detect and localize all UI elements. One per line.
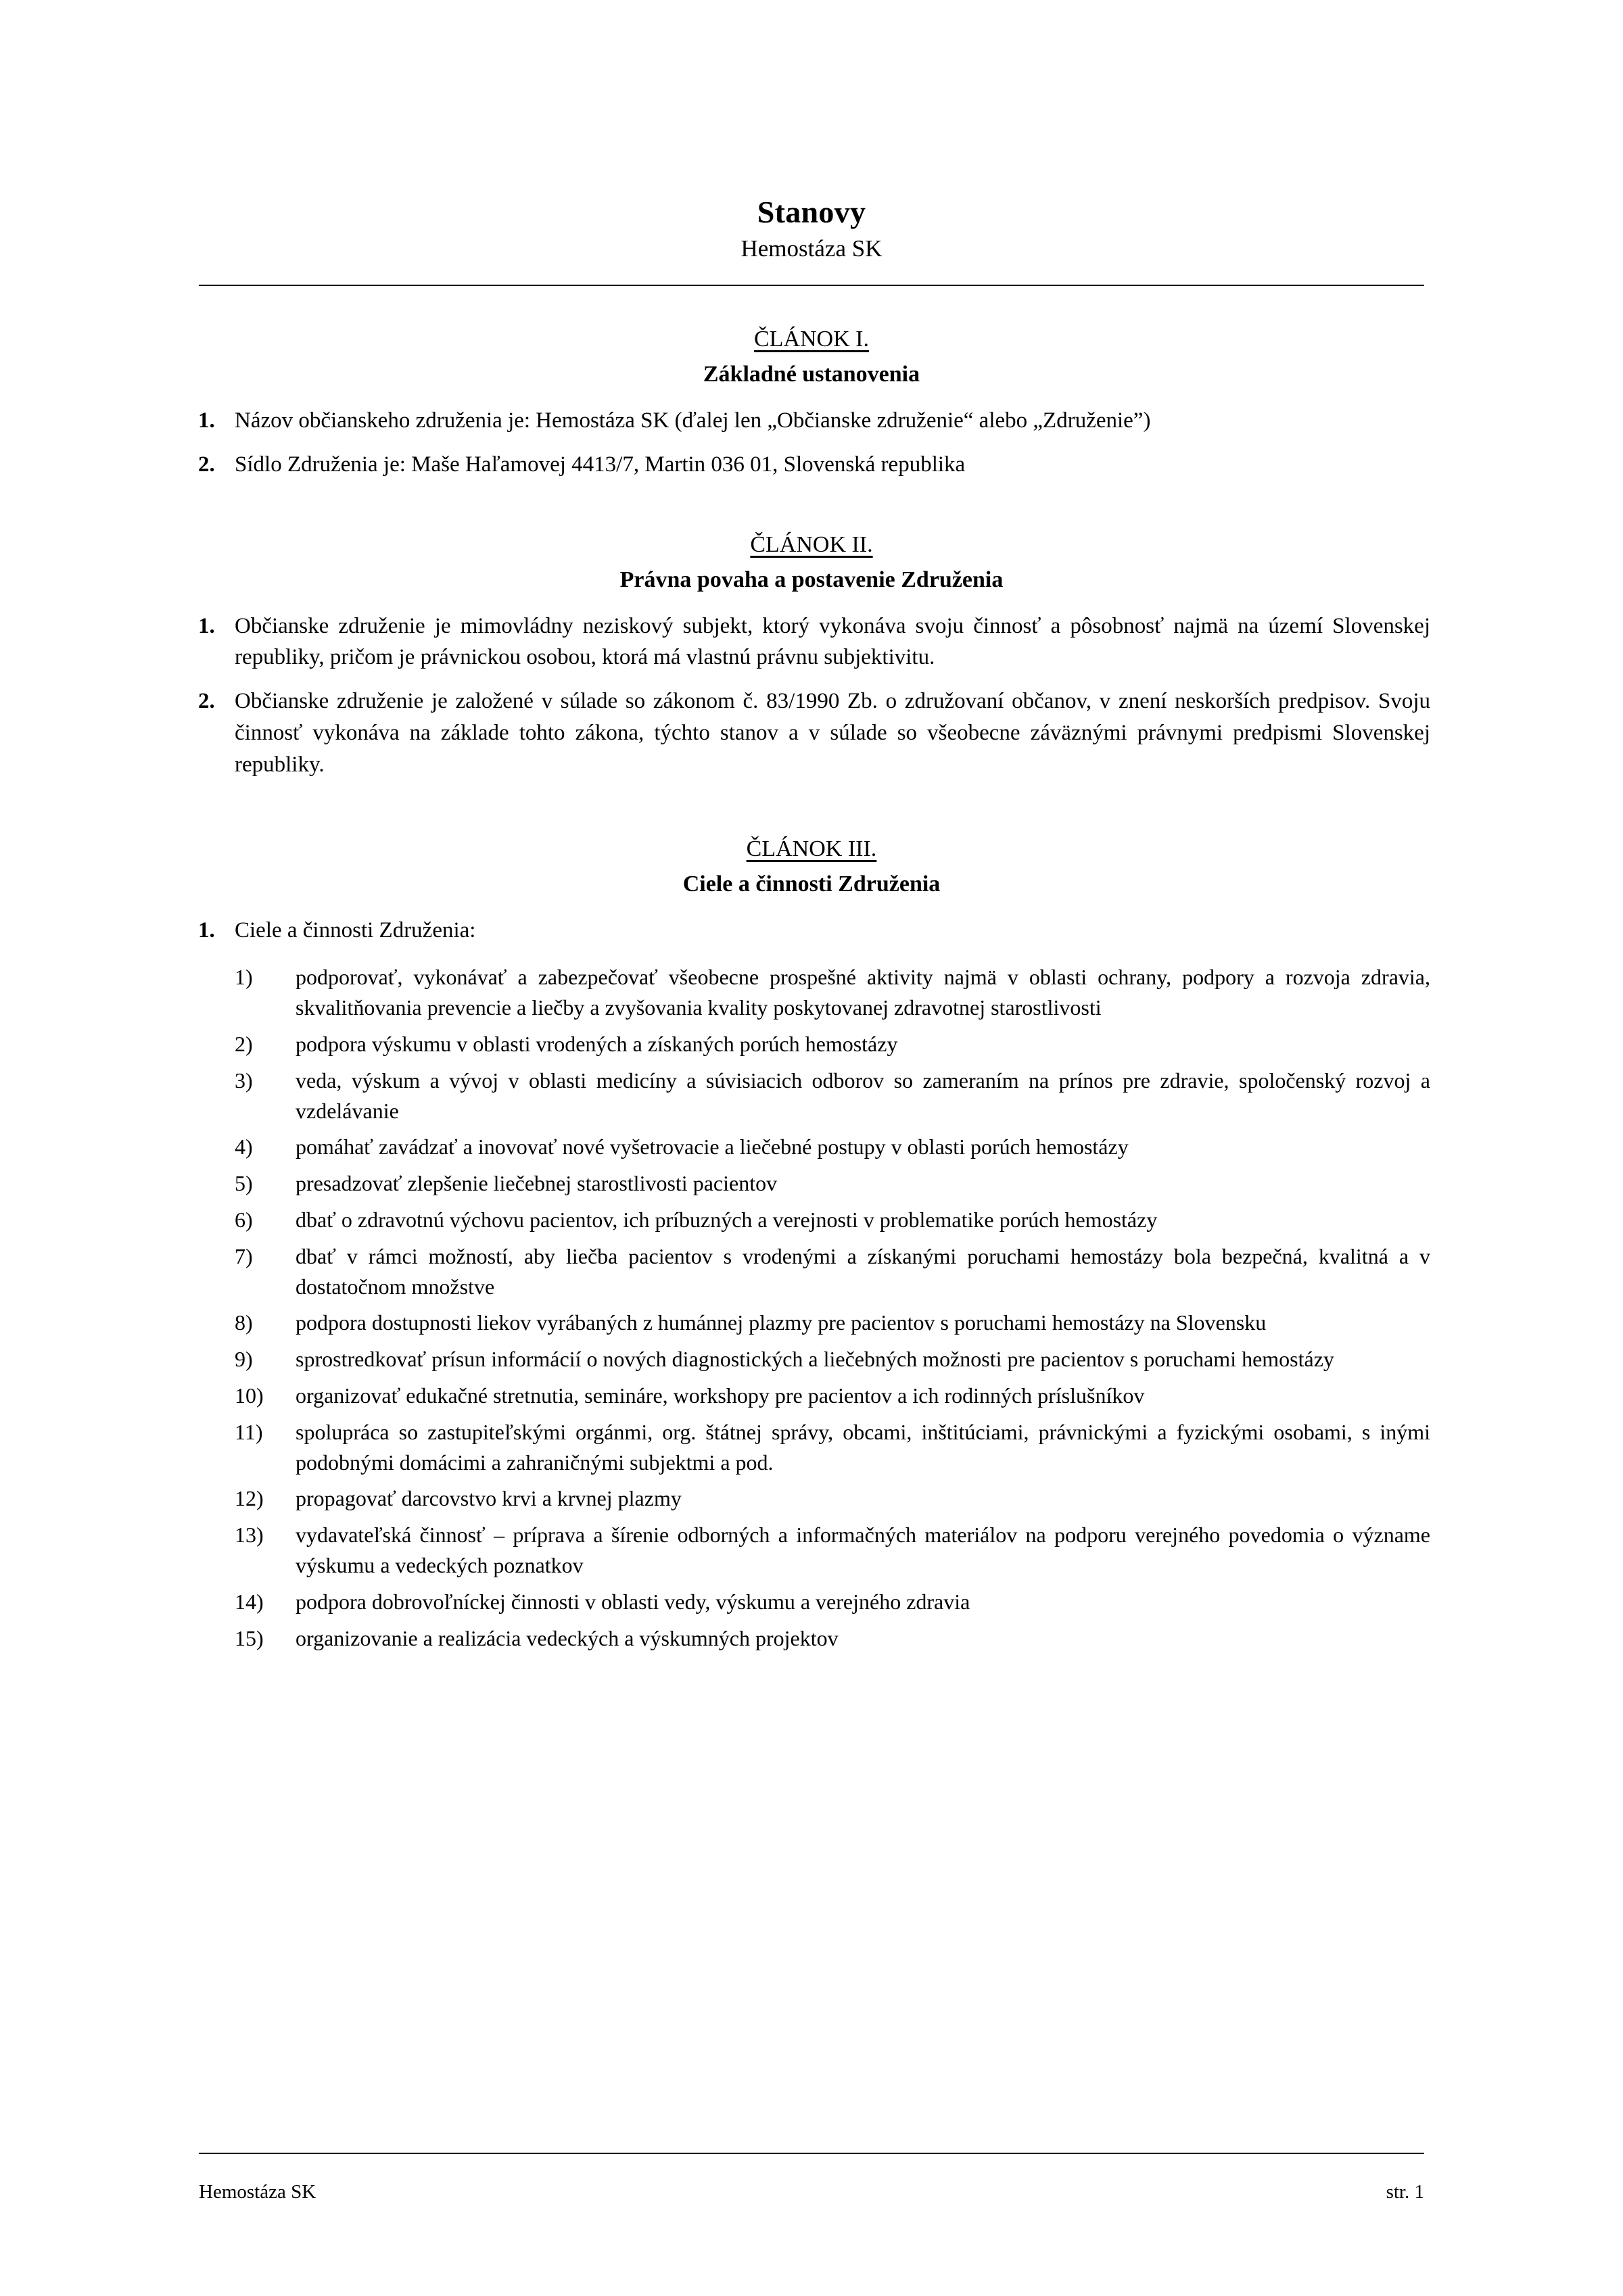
clause-text: Ciele a činnosti Združenia:: [235, 917, 476, 942]
list-item: [193, 1205, 1430, 1235]
list-item: [193, 1417, 1430, 1478]
sub-item-marker: 6): [235, 1207, 253, 1233]
document-footer: [0, 2140, 1623, 2296]
clause-item: [193, 686, 1430, 781]
clause-item: [193, 405, 1430, 437]
sub-item-text: presadzovať zlepšenie liečebnej starostlivosti pacientov: [296, 1171, 778, 1196]
article-section-3: [193, 834, 1430, 1654]
article-heading-2: [193, 529, 1430, 596]
clause-list-2: [193, 611, 1430, 781]
footer-page-number: str. 1: [1386, 2181, 1424, 2203]
sub-item-text: podpora dobrovoľníckej činnosti v oblasti vedy, výskumu a verejného zdravia: [296, 1589, 970, 1614]
list-item: [193, 1132, 1430, 1162]
sub-item-text: vydavateľská činnosť – príprava a šírenie odborných a informačných materiálov na podporu verejného povedomia o význame výskumu a vedeckých poznatkov: [296, 1523, 1430, 1578]
clause-item: [193, 611, 1430, 674]
sub-item-marker: 12): [235, 1486, 264, 1511]
list-item: [193, 1623, 1430, 1654]
list-item: [193, 1483, 1430, 1514]
page-subtitle: Hemostáza SK: [740, 235, 883, 262]
clause-text: Názov občianskeho združenia je: Hemostáza SK (ďalej len „Občianske združenie“ alebo „Združenie”): [235, 408, 1151, 433]
list-item: [193, 1066, 1430, 1126]
sub-item-marker: 10): [235, 1383, 264, 1408]
footer-divider: [199, 2153, 1424, 2154]
list-item: [193, 1241, 1430, 1302]
clause-text: Občianske združenie je mimovládny neziskový subjekt, ktorý vykonáva svoju činnosť a pôsobnosť najmä na území Slovenskej republiky, pričom je právnickou osobou, ktorá má vlastnú právnu subjektivitu.: [235, 613, 1430, 670]
list-item: [193, 1587, 1430, 1617]
sub-item-marker: 2): [235, 1032, 253, 1057]
sub-item-text: pomáhať zavádzať a inovovať nové vyšetrovacie a liečebné postupy v oblasti porúch hemostázy: [296, 1134, 1129, 1159]
article-name-2: Právna povaha a postavenie Združenia: [619, 567, 1004, 592]
sub-item-text: spolupráca so zastupiteľskými orgánmi, org. štátnej správy, obcami, inštitúciami, právnickými a fyzickými osobami, s inými podobnými domácimi a zahraničnými subjektmi a pod.: [296, 1419, 1430, 1475]
sub-item-marker: 15): [235, 1625, 264, 1650]
footer-row: [199, 2180, 1424, 2205]
clause-marker: 1.: [198, 917, 215, 942]
sub-item-marker: 1): [235, 965, 253, 990]
list-item: [193, 1308, 1430, 1338]
clause-marker: 2.: [198, 689, 215, 714]
sub-item-marker: 11): [235, 1419, 263, 1444]
sub-item-marker: 8): [235, 1310, 253, 1335]
sub-item-text: organizovať edukačné stretnutia, semináre, workshopy pre pacientov a ich rodinných príslušníkov: [296, 1383, 1145, 1408]
article-name-1: Základné ustanovenia: [703, 362, 920, 387]
sub-item-marker: 7): [235, 1243, 253, 1268]
sub-item-text: dbať v rámci možností, aby liečba pacientov s vrodenými a získanými poruchami hemostázy bola bezpečná, kvalitná a v dostatočnom množstve: [296, 1243, 1430, 1299]
article-number-1: ČLÁNOK I.: [754, 327, 869, 352]
article-heading-1: [193, 324, 1430, 390]
clause-text: Občianske združenie je založené v súlade so zákonom č. 83/1990 Zb. o združovaní občanov, v znení neskorších predpisov. Svoju činnosť vykonáva na základe tohto zákona, týchto stanov a v súlade so všeobecne záväznými právnymi predpismi Slovenskej republiky.: [235, 689, 1430, 777]
clause-marker: 2.: [198, 452, 215, 477]
sub-item-marker: 4): [235, 1134, 253, 1159]
list-item: [193, 1029, 1430, 1059]
sub-item-marker: 5): [235, 1171, 253, 1196]
list-item: [193, 1381, 1430, 1411]
footer-organization: Hemostáza SK: [199, 2181, 316, 2203]
clause-text: Sídlo Združenia je: Maše Haľamovej 4413/7, Martin 036 01, Slovenská republika: [235, 452, 966, 477]
sub-item-text: podpora výskumu v oblasti vrodených a získaných porúch hemostázy: [296, 1032, 898, 1057]
article-number-3: ČLÁNOK III.: [746, 836, 877, 861]
sub-item-text: dbať o zdravotnú výchovu pacientov, ich príbuzných a verejnosti v problematike porúch hemostázy: [296, 1207, 1158, 1233]
sub-item-text: veda, výskum a vývoj v oblasti medicíny a súvisiacich odborov so zameraním na prínos pre zdravie, spoločenský rozvoj a vzdelávanie: [296, 1068, 1430, 1123]
clause-list-3: [193, 915, 1430, 947]
clause-item: [193, 449, 1430, 481]
page-title: Stanovy: [757, 195, 866, 229]
sub-item-marker: 3): [235, 1068, 253, 1093]
clause-list-1: [193, 405, 1430, 481]
list-item: [193, 1168, 1430, 1199]
clause-item: [193, 915, 1430, 947]
clause-marker: 1.: [198, 613, 215, 638]
header-divider: [199, 285, 1424, 286]
sub-item-text: podpora dostupnosti liekov vyrábaných z humánnej plazmy pre pacientov s poruchami hemostázy na Slovensku: [296, 1310, 1267, 1335]
goals-sub-list: [193, 962, 1430, 1653]
sub-item-text: propagovať darcovstvo krvi a krvnej plazmy: [296, 1486, 682, 1511]
document-body: [193, 324, 1430, 1653]
article-heading-3: [193, 834, 1430, 900]
document-header: [0, 0, 1623, 286]
list-item: [193, 1344, 1430, 1374]
sub-item-text: podporovať, vykonávať a zabezpečovať všeobecne prospešné aktivity najmä v oblasti ochrany, podpory a rozvoja zdravia, skvalitňovania prevencie a liečby a zvyšovania kvality poskytovanej zdravotnej starostlivosti: [296, 965, 1430, 1020]
article-section-2: [193, 529, 1430, 781]
sub-item-marker: 14): [235, 1589, 264, 1614]
clause-marker: 1.: [198, 408, 215, 433]
sub-item-text: organizovanie a realizácia vedeckých a výskumných projektov: [296, 1625, 839, 1650]
article-name-3: Ciele a činnosti Združenia: [682, 871, 941, 896]
article-number-2: ČLÁNOK II.: [750, 531, 873, 557]
sub-item-marker: 13): [235, 1523, 264, 1548]
sub-item-marker: 9): [235, 1347, 253, 1372]
article-section-1: [193, 324, 1430, 481]
sub-item-text: sprostredkovať prísun informácií o nových diagnostických a liečebných možnosti pre pacientov s poruchami hemostázy: [296, 1347, 1334, 1372]
list-item: [193, 962, 1430, 1023]
list-item: [193, 1520, 1430, 1581]
